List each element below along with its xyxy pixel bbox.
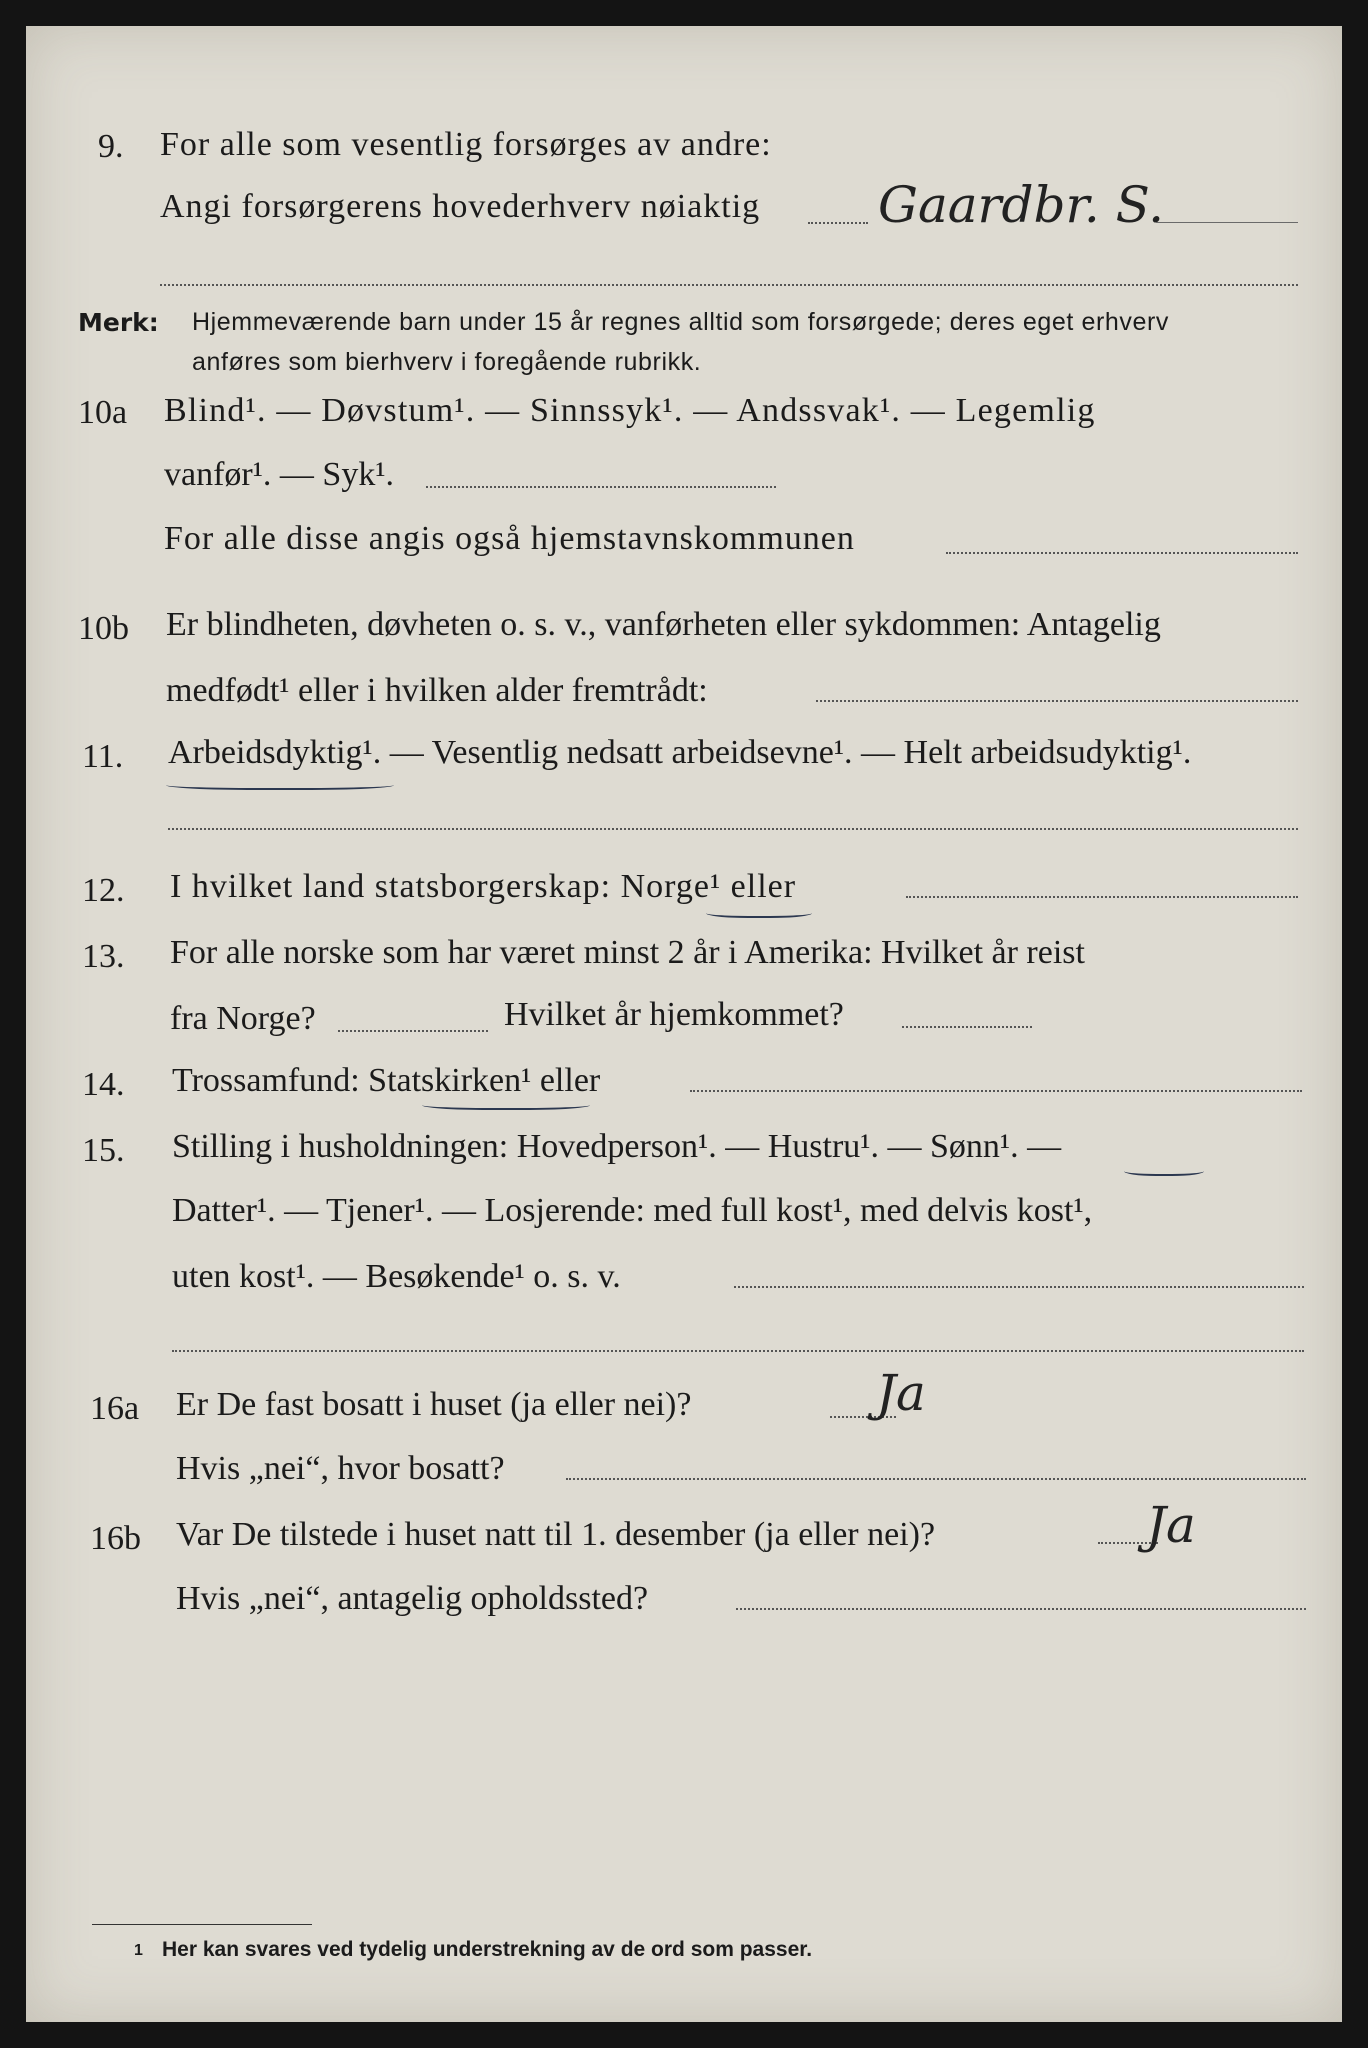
q10a-number: 10a: [78, 394, 128, 431]
q10a-line3: For alle disse angis også hjemstavnskommunen: [164, 520, 855, 557]
q16a-line1: Er De fast bosatt i huset (ja eller nei)?: [176, 1386, 692, 1423]
q13-line2: fra Norge?: [170, 1000, 316, 1037]
q9-answer-dots: [808, 222, 868, 224]
footnote-text: Her kan svares ved tydelig understrekning av de ord som passer.: [162, 1938, 813, 1961]
q11-line1: Arbeidsdyktig¹. — Vesentlig nedsatt arbeidsevne¹. — Helt arbeidsudyktig¹.: [168, 734, 1192, 771]
q15-dots: [734, 1286, 1304, 1288]
q15-line3: uten kost¹. — Besøkende¹ o. s. v.: [172, 1258, 621, 1295]
q15-line1: Stilling i husholdningen: Hovedperson¹. — Hustru¹. — Sønn¹. —: [172, 1128, 1062, 1165]
q10a-dots1: [426, 486, 776, 488]
q16b-number: 16b: [90, 1520, 141, 1557]
q13-number: 13.: [82, 938, 125, 975]
q10b-line1: Er blindheten, døvheten o. s. v., vanførheten eller sykdommen: Antagelig: [166, 606, 1161, 643]
q16a-number: 16a: [90, 1390, 140, 1427]
merk-label: Merk:: [78, 308, 159, 337]
q9-line1: For alle som vesentlig forsørges av andre:: [160, 126, 772, 163]
q10a-line2: vanfør¹. — Syk¹.: [164, 456, 395, 493]
q13-line1: For alle norske som har været minst 2 år i Amerika: Hvilket år reist: [170, 934, 1085, 971]
merk-line2: anføres som bierhverv i foregående rubrikk.: [192, 348, 702, 376]
footnote-mark: 1: [134, 1942, 143, 1959]
q9-line2: Angi forsørgerens hovederhverv nøiaktig: [160, 188, 761, 225]
q10b-number: 10b: [78, 610, 129, 647]
q14-line1: Trossamfund: Statskirken¹ eller: [172, 1062, 601, 1099]
q12-number: 12.: [82, 872, 125, 909]
q10a-dots2: [946, 552, 1298, 554]
q9-handwritten-answer: Gaardbr. S.: [878, 176, 1165, 234]
census-form-page: [26, 26, 1342, 2022]
q9-number: 9.: [98, 128, 124, 165]
q15-line2: Datter¹. — Tjener¹. — Losjerende: med full kost¹, med delvis kost¹,: [172, 1192, 1093, 1229]
q9-extra-line: [160, 284, 1298, 286]
q10b-line2: medfødt¹ eller i hvilken alder fremtrådt:: [166, 672, 708, 709]
q10b-dots: [816, 700, 1298, 702]
q16a-line2: Hvis „nei“, hvor bosatt?: [176, 1450, 505, 1487]
q16b-line2: Hvis „nei“, antagelig opholdssted?: [176, 1580, 649, 1617]
q11-underline-arbeidsdyktig: [166, 778, 394, 790]
q13-line3: Hvilket år hjemkommet?: [504, 996, 844, 1033]
footnote-rule: [92, 1924, 312, 1925]
q13-dots1: [338, 1030, 488, 1032]
q11-extra-line: [168, 828, 1298, 830]
q12-dots: [906, 896, 1298, 898]
q16b-handwritten-answer: Ja: [1146, 1496, 1196, 1554]
q12-underline-norge: [706, 906, 812, 918]
q11-number: 11.: [82, 738, 124, 775]
q14-dots: [690, 1090, 1302, 1092]
q14-underline-statskirken: [422, 1098, 590, 1110]
q12-line1: I hvilket land statsborgerskap: Norge¹ eller: [170, 868, 797, 905]
q14-number: 14.: [82, 1066, 125, 1103]
q15-underline-sonn: [1124, 1164, 1204, 1176]
q15-extra-line: [172, 1350, 1304, 1352]
q9-answer-line: [1156, 222, 1298, 223]
q15-number: 15.: [82, 1132, 125, 1169]
q10a-line1: Blind¹. — Døvstum¹. — Sinnssyk¹. — Andssvak¹. — Legemlig: [164, 392, 1096, 429]
q16b-dots2: [736, 1608, 1306, 1610]
q16a-dots2: [566, 1478, 1306, 1480]
merk-line1: Hjemmeværende barn under 15 år regnes alltid som forsørgede; deres eget erhverv: [192, 308, 1170, 336]
q16a-handwritten-answer: Ja: [876, 1364, 926, 1422]
q13-dots2: [902, 1026, 1032, 1028]
q16b-line1: Var De tilstede i huset natt til 1. desember (ja eller nei)?: [176, 1516, 936, 1553]
